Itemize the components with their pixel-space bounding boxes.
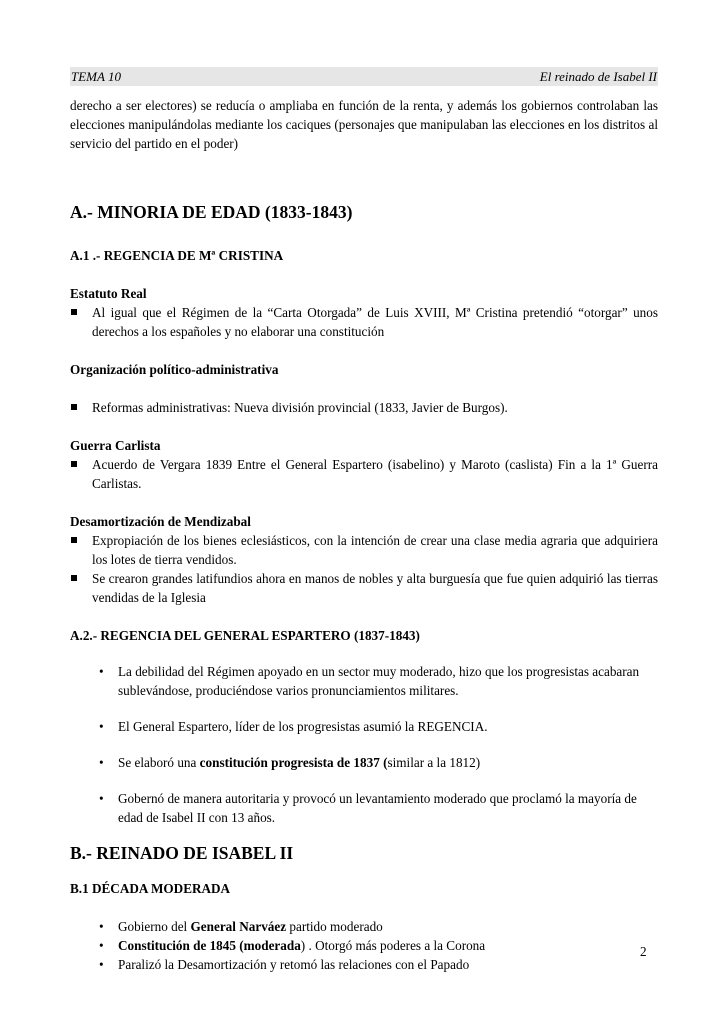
item-bold-text: Constitución de 1845 (moderada xyxy=(118,938,301,953)
list-item: • El General Espartero, líder de los progresistas asumió la REGENCIA. xyxy=(99,717,658,736)
organizacion-heading: Organización político-administrativa xyxy=(70,362,279,377)
section-a2-title: A.2.- REGENCIA DEL GENERAL ESPARTERO (1837-1843) xyxy=(70,628,420,643)
list-item: Al igual que el Régimen de la “Carta Otorgada” de Luis XVIII, Mª Cristina pretendió “otorgar” unos derechos a los españoles y no elaborar una constitución xyxy=(70,303,658,341)
moderada-list xyxy=(99,917,658,974)
list-item xyxy=(99,753,658,772)
page-content xyxy=(70,96,658,974)
item-text: Gobierno del xyxy=(118,919,191,934)
guerra-heading: Guerra Carlista xyxy=(70,438,161,453)
page-header xyxy=(70,67,658,86)
desamortizacion-heading: Desamortización de Mendizabal xyxy=(70,514,251,529)
item-bold-text: constitución progresista de 1837 ( xyxy=(199,755,388,770)
page-number: 2 xyxy=(640,944,647,959)
list-item: • La debilidad del Régimen apoyado en un sector muy moderado, hizo que los progresistas acabaran sublevándose, produciéndose varios pronunciamientos militares. xyxy=(99,662,658,700)
item-text: ) . Otorgó más poderes a la Corona xyxy=(300,938,486,953)
list-item xyxy=(99,917,658,936)
intro-paragraph: derecho a ser electores) se reducía o ampliaba en función de la renta, y además los gobiernos controlaban las elecciones manipulándolas mediante los caciques (personajes que manipulaban las elecciones en los distritos al servicio del partido en el poder) xyxy=(70,98,658,151)
section-b1-title: B.1 DÉCADA MODERADA xyxy=(70,881,231,896)
list-item: Se crearon grandes latifundios ahora en manos de nobles y alta burguesía que fue quien adquirió las tierras vendidas de la Iglesia xyxy=(70,569,658,607)
item-bold-text: General Narváez xyxy=(190,919,287,934)
header-title: El reinado de Isabel II xyxy=(539,68,657,84)
desamortizacion-list xyxy=(70,531,658,607)
list-item: Reformas administrativas: Nueva división provincial (1833, Javier de Burgos). xyxy=(70,398,658,417)
organizacion-list xyxy=(70,398,658,417)
item-text: partido moderado xyxy=(286,919,383,934)
header-topic: TEMA 10 xyxy=(71,68,121,84)
espartero-list xyxy=(99,662,658,827)
list-item: Expropiación de los bienes eclesiásticos, con la intención de crear una clase media agraria que adquiriera los lotes de tierra vendidos. xyxy=(70,531,658,569)
list-item: • Gobernó de manera autoritaria y provocó un levantamiento moderado que proclamó la mayoría de edad de Isabel II con 13 años. xyxy=(99,789,658,827)
item-text: similar a la 1812) xyxy=(387,755,481,770)
list-item xyxy=(99,936,658,955)
section-a-title: A.- MINORIA DE EDAD (1833-1843) xyxy=(70,202,353,222)
list-item: Acuerdo de Vergara 1839 Entre el General Espartero (isabelino) y Maroto (caslista) Fin a la 1ª Guerra Carlistas. xyxy=(70,455,658,493)
item-text: Se elaboró una xyxy=(118,755,200,770)
guerra-list xyxy=(70,455,658,493)
section-b-title: B.- REINADO DE ISABEL II xyxy=(70,843,294,863)
section-a1-title: A.1 .- REGENCIA DE Mª CRISTINA xyxy=(70,248,284,263)
estatuto-list xyxy=(70,303,658,341)
estatuto-heading: Estatuto Real xyxy=(70,286,147,301)
list-item: • Paralizó la Desamortización y retomó las relaciones con el Papado xyxy=(99,955,658,974)
